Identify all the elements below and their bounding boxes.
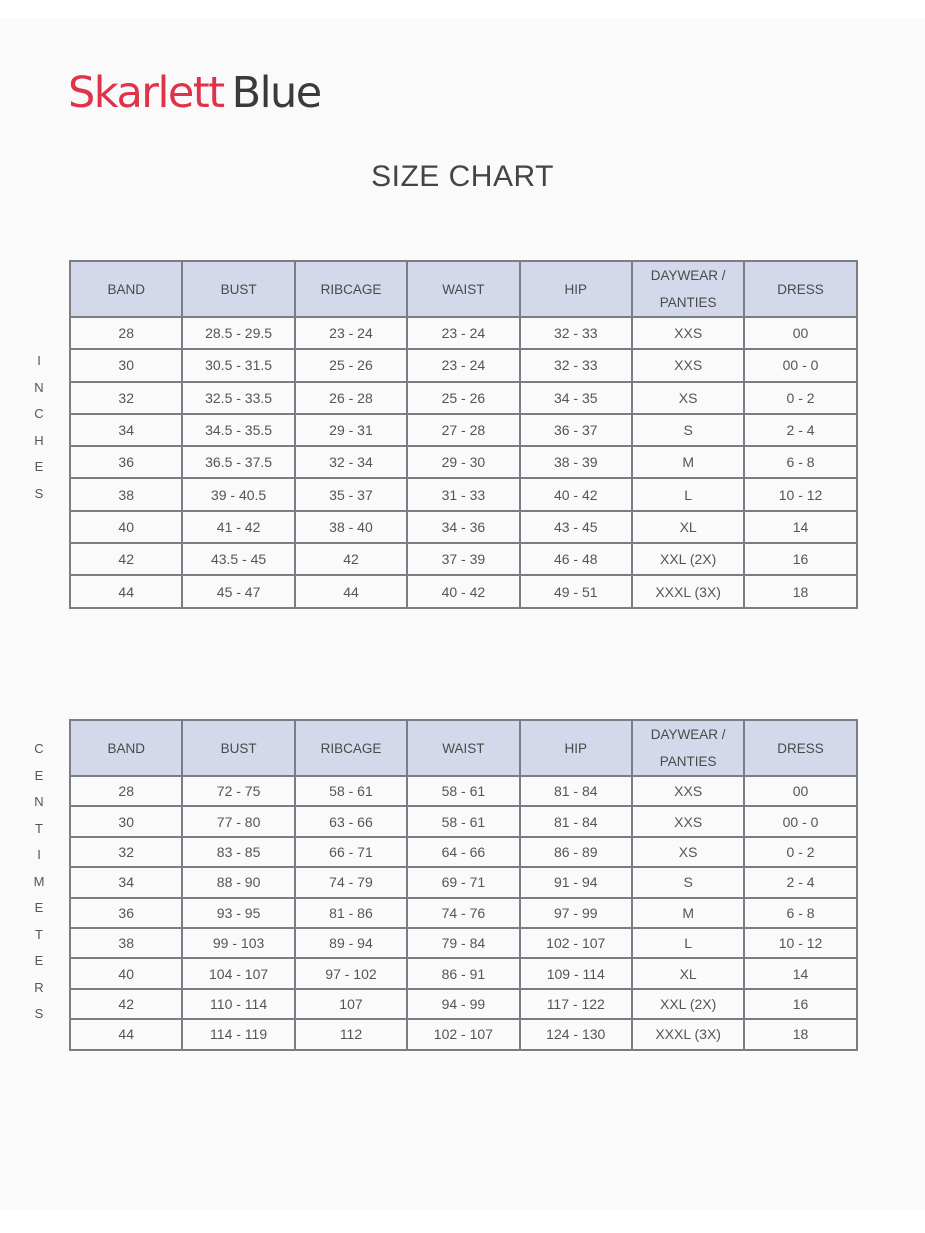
table-row bbox=[70, 349, 857, 381]
side-label-letter: N bbox=[34, 794, 44, 809]
inches-size-table bbox=[69, 260, 858, 609]
table-cell: L bbox=[632, 478, 744, 510]
table-row bbox=[70, 776, 857, 806]
table-cell: 124 - 130 bbox=[520, 1019, 632, 1049]
table-row bbox=[70, 837, 857, 867]
table-cell: 44 bbox=[70, 575, 182, 607]
table-cell: 00 bbox=[744, 776, 856, 806]
table-cell: 63 - 66 bbox=[295, 806, 407, 836]
table-cell: 42 bbox=[295, 543, 407, 575]
table-cell: 23 - 24 bbox=[407, 317, 519, 349]
table-cell: 26 - 28 bbox=[295, 382, 407, 414]
table-row bbox=[70, 317, 857, 349]
table-row bbox=[70, 575, 857, 607]
side-label-letter: C bbox=[34, 741, 44, 756]
column-header: DAYWEAR / PANTIES bbox=[632, 720, 744, 776]
side-label-letter: M bbox=[33, 873, 45, 889]
table-cell: 29 - 30 bbox=[407, 446, 519, 478]
table-cell: 93 - 95 bbox=[182, 898, 294, 928]
side-label-letter: R bbox=[34, 979, 44, 995]
table-cell: 36 bbox=[70, 898, 182, 928]
table-cell: 6 - 8 bbox=[744, 898, 856, 928]
column-header: WAIST bbox=[407, 261, 519, 317]
table-cell: 32 bbox=[70, 837, 182, 867]
table-cell: 31 - 33 bbox=[407, 478, 519, 510]
table-cell: 28.5 - 29.5 bbox=[182, 317, 294, 349]
table-cell: 18 bbox=[744, 575, 856, 607]
table-cell: 16 bbox=[744, 989, 856, 1019]
table-cell: 34.5 - 35.5 bbox=[182, 414, 294, 446]
centimeters-side-label bbox=[28, 736, 50, 1028]
table-cell: XXS bbox=[632, 806, 744, 836]
table-cell: 25 - 26 bbox=[407, 382, 519, 414]
table-cell: 83 - 85 bbox=[182, 837, 294, 867]
table-cell: XXS bbox=[632, 349, 744, 381]
table-cell: 2 - 4 bbox=[744, 867, 856, 897]
table-cell: 86 - 91 bbox=[407, 958, 519, 988]
table-cell: 34 - 36 bbox=[407, 511, 519, 543]
table-cell: XL bbox=[632, 958, 744, 988]
side-label-letter: H bbox=[34, 432, 44, 448]
table-cell: 40 - 42 bbox=[520, 478, 632, 510]
table-cell: 107 bbox=[295, 989, 407, 1019]
side-label-letter: T bbox=[35, 926, 43, 942]
table-cell: 91 - 94 bbox=[520, 867, 632, 897]
table-cell: 58 - 61 bbox=[407, 776, 519, 806]
table-cell: 28 bbox=[70, 317, 182, 349]
table-cell: 43.5 - 45 bbox=[182, 543, 294, 575]
side-label-letter: E bbox=[34, 767, 44, 783]
table-row bbox=[70, 958, 857, 988]
table-row bbox=[70, 511, 857, 543]
table-cell: 45 - 47 bbox=[182, 575, 294, 607]
table-cell: 38 bbox=[70, 478, 182, 510]
table-header-row bbox=[70, 261, 857, 317]
table-cell: 46 - 48 bbox=[520, 543, 632, 575]
table-cell: 109 - 114 bbox=[520, 958, 632, 988]
table-cell: 38 bbox=[70, 928, 182, 958]
column-header: RIBCAGE bbox=[295, 261, 407, 317]
column-header: DRESS bbox=[744, 261, 856, 317]
table-cell: 110 - 114 bbox=[182, 989, 294, 1019]
side-label-letter: N bbox=[34, 379, 44, 395]
table-cell: 64 - 66 bbox=[407, 837, 519, 867]
table-cell: 39 - 40.5 bbox=[182, 478, 294, 510]
column-header: BUST bbox=[182, 720, 294, 776]
table-row bbox=[70, 928, 857, 958]
table-cell: 44 bbox=[295, 575, 407, 607]
brand-logo-part1: Skarlett bbox=[68, 68, 224, 118]
table-cell: 27 - 28 bbox=[407, 414, 519, 446]
side-label-letter: T bbox=[35, 820, 43, 836]
table-cell: 14 bbox=[744, 511, 856, 543]
table-cell: 32 - 33 bbox=[520, 349, 632, 381]
table-cell: 43 - 45 bbox=[520, 511, 632, 543]
table-cell: 88 - 90 bbox=[182, 867, 294, 897]
side-label-letter: S bbox=[34, 1006, 44, 1021]
table-row bbox=[70, 867, 857, 897]
table-cell: 99 - 103 bbox=[182, 928, 294, 958]
centimeters-size-table bbox=[69, 719, 858, 1051]
table-cell: 114 - 119 bbox=[182, 1019, 294, 1049]
table-cell: 72 - 75 bbox=[182, 776, 294, 806]
table-cell: XXS bbox=[632, 317, 744, 349]
table-cell: 29 - 31 bbox=[295, 414, 407, 446]
table-cell: XS bbox=[632, 837, 744, 867]
table-cell: 32 - 34 bbox=[295, 446, 407, 478]
column-header: BAND bbox=[70, 720, 182, 776]
side-label-letter: E bbox=[34, 459, 44, 474]
table-cell: 14 bbox=[744, 958, 856, 988]
table-cell: 6 - 8 bbox=[744, 446, 856, 478]
column-header: BUST bbox=[182, 261, 294, 317]
table-cell: XXXL (3X) bbox=[632, 575, 744, 607]
table-cell: M bbox=[632, 898, 744, 928]
table-cell: 40 - 42 bbox=[407, 575, 519, 607]
table-cell: 97 - 99 bbox=[520, 898, 632, 928]
table-cell: 94 - 99 bbox=[407, 989, 519, 1019]
side-label-letter: S bbox=[34, 485, 44, 501]
table-cell: 104 - 107 bbox=[182, 958, 294, 988]
inches-side-label bbox=[28, 348, 50, 507]
table-cell: XXS bbox=[632, 776, 744, 806]
table-cell: XS bbox=[632, 382, 744, 414]
table-cell: 34 - 35 bbox=[520, 382, 632, 414]
table-cell: 28 bbox=[70, 776, 182, 806]
side-label-letter: I bbox=[37, 847, 41, 862]
table-cell: 10 - 12 bbox=[744, 478, 856, 510]
table-cell: 23 - 24 bbox=[407, 349, 519, 381]
table-cell: 58 - 61 bbox=[295, 776, 407, 806]
column-header: DAYWEAR / PANTIES bbox=[632, 261, 744, 317]
table-cell: 34 bbox=[70, 414, 182, 446]
table-cell: 18 bbox=[744, 1019, 856, 1049]
table-cell: 42 bbox=[70, 543, 182, 575]
table-cell: 74 - 79 bbox=[295, 867, 407, 897]
table-row bbox=[70, 806, 857, 836]
table-cell: 00 bbox=[744, 317, 856, 349]
table-row bbox=[70, 446, 857, 478]
table-cell: 42 bbox=[70, 989, 182, 1019]
table-cell: XXL (2X) bbox=[632, 543, 744, 575]
side-label-letter: C bbox=[34, 406, 44, 421]
side-label-letter: E bbox=[34, 900, 44, 915]
table-cell: S bbox=[632, 414, 744, 446]
table-cell: 81 - 86 bbox=[295, 898, 407, 928]
column-header: DRESS bbox=[744, 720, 856, 776]
side-label-letter: E bbox=[34, 953, 44, 968]
table-cell: 2 - 4 bbox=[744, 414, 856, 446]
table-cell: 102 - 107 bbox=[407, 1019, 519, 1049]
table-cell: S bbox=[632, 867, 744, 897]
table-cell: 112 bbox=[295, 1019, 407, 1049]
table-cell: 79 - 84 bbox=[407, 928, 519, 958]
table-cell: 10 - 12 bbox=[744, 928, 856, 958]
table-cell: 44 bbox=[70, 1019, 182, 1049]
table-cell: 30 bbox=[70, 349, 182, 381]
column-header: RIBCAGE bbox=[295, 720, 407, 776]
table-row bbox=[70, 989, 857, 1019]
side-label-letter: I bbox=[37, 353, 41, 368]
table-cell: 66 - 71 bbox=[295, 837, 407, 867]
table-cell: 32.5 - 33.5 bbox=[182, 382, 294, 414]
table-row bbox=[70, 1019, 857, 1049]
column-header: WAIST bbox=[407, 720, 519, 776]
page-title: SIZE CHART bbox=[371, 160, 554, 193]
table-cell: 34 bbox=[70, 867, 182, 897]
table-row bbox=[70, 478, 857, 510]
table-cell: L bbox=[632, 928, 744, 958]
table-cell: 89 - 94 bbox=[295, 928, 407, 958]
table-cell: M bbox=[632, 446, 744, 478]
table-cell: 37 - 39 bbox=[407, 543, 519, 575]
brand-logo bbox=[68, 68, 321, 118]
table-cell: 77 - 80 bbox=[182, 806, 294, 836]
table-row bbox=[70, 414, 857, 446]
table-cell: 40 bbox=[70, 958, 182, 988]
table-cell: 23 - 24 bbox=[295, 317, 407, 349]
table-cell: 74 - 76 bbox=[407, 898, 519, 928]
table-row bbox=[70, 898, 857, 928]
table-cell: 25 - 26 bbox=[295, 349, 407, 381]
table-cell: XXL (2X) bbox=[632, 989, 744, 1019]
table-cell: 35 - 37 bbox=[295, 478, 407, 510]
table-cell: 49 - 51 bbox=[520, 575, 632, 607]
table-cell: 0 - 2 bbox=[744, 837, 856, 867]
table-cell: 86 - 89 bbox=[520, 837, 632, 867]
table-cell: 36.5 - 37.5 bbox=[182, 446, 294, 478]
table-cell: 41 - 42 bbox=[182, 511, 294, 543]
table-cell: XXXL (3X) bbox=[632, 1019, 744, 1049]
table-header-row bbox=[70, 720, 857, 776]
table-cell: 69 - 71 bbox=[407, 867, 519, 897]
table-cell: 38 - 39 bbox=[520, 446, 632, 478]
table-cell: 97 - 102 bbox=[295, 958, 407, 988]
column-header: HIP bbox=[520, 720, 632, 776]
table-row bbox=[70, 382, 857, 414]
column-header: HIP bbox=[520, 261, 632, 317]
brand-logo-part2: Blue bbox=[231, 68, 321, 118]
table-cell: 30.5 - 31.5 bbox=[182, 349, 294, 381]
table-cell: 58 - 61 bbox=[407, 806, 519, 836]
table-cell: 32 bbox=[70, 382, 182, 414]
table-cell: 32 - 33 bbox=[520, 317, 632, 349]
table-cell: 0 - 2 bbox=[744, 382, 856, 414]
table-cell: 36 bbox=[70, 446, 182, 478]
table-cell: 00 - 0 bbox=[744, 806, 856, 836]
table-row bbox=[70, 543, 857, 575]
table-cell: 16 bbox=[744, 543, 856, 575]
table-cell: 117 - 122 bbox=[520, 989, 632, 1019]
column-header: BAND bbox=[70, 261, 182, 317]
table-cell: XL bbox=[632, 511, 744, 543]
table-cell: 40 bbox=[70, 511, 182, 543]
table-cell: 38 - 40 bbox=[295, 511, 407, 543]
table-cell: 00 - 0 bbox=[744, 349, 856, 381]
table-cell: 81 - 84 bbox=[520, 776, 632, 806]
table-cell: 102 - 107 bbox=[520, 928, 632, 958]
table-cell: 30 bbox=[70, 806, 182, 836]
table-cell: 81 - 84 bbox=[520, 806, 632, 836]
table-cell: 36 - 37 bbox=[520, 414, 632, 446]
